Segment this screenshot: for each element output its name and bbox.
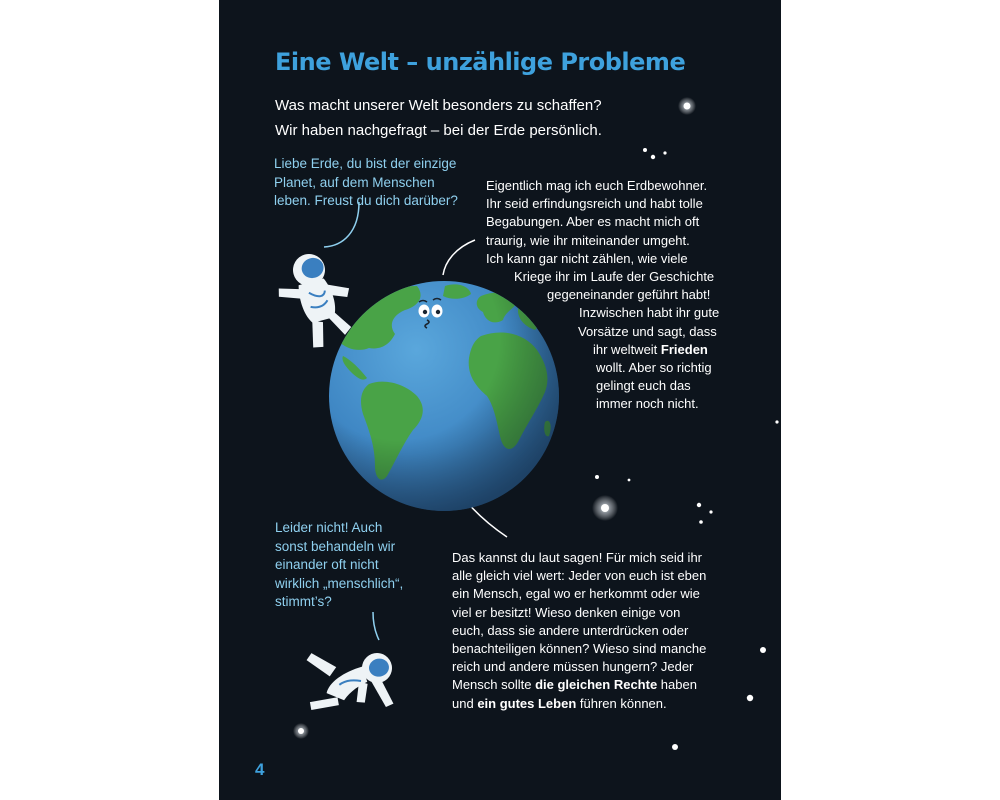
- answer-line: Inzwischen habt ihr gute: [579, 305, 720, 321]
- question-line: wirklich „menschlich“,: [275, 575, 404, 591]
- answer-line: Eigentlich mag ich euch Erdbewohner.: [486, 178, 708, 193]
- answer-line: reich und andere müssen hungern? Jeder: [452, 659, 694, 675]
- answer-line: wollt. Aber so richtig: [596, 360, 712, 376]
- question-line: Leider nicht! Auch: [275, 520, 383, 535]
- answer-line: gegeneinander geführt habt!: [547, 287, 711, 303]
- answer-line: ein Mensch, egal wo er herkommt oder wie: [452, 586, 700, 602]
- answer-line: benachteiligen können? Wieso sind manche: [452, 641, 707, 657]
- answer-line: immer noch nicht.: [596, 396, 699, 412]
- question-line: leben. Freust du dich darüber?: [274, 193, 458, 208]
- question-2: [275, 519, 403, 612]
- emphasis-equal-rights: die gleichen Rechte: [535, 677, 658, 693]
- speech-line: [443, 240, 475, 275]
- answer-line: traurig, wie ihr miteinander umgeht.: [486, 232, 690, 248]
- answer-line: Vorsätze und sagt, dass: [578, 323, 717, 339]
- answer-2: [452, 549, 706, 713]
- question-1: [274, 155, 458, 211]
- page-title: Eine Welt – unzählige Probleme: [275, 48, 686, 76]
- answer-1: [486, 177, 719, 414]
- answer-line: Kriege ihr im Laufe der Geschichte: [514, 269, 715, 285]
- answer-text: ihr weltweit: [593, 341, 661, 357]
- astronaut-icon: [302, 640, 399, 720]
- answer-text: und: [452, 695, 478, 711]
- speech-line: [373, 612, 379, 640]
- answer-line: Ich kann gar nicht zählen, wie viele: [486, 250, 688, 266]
- answer-text: führen können.: [576, 695, 667, 711]
- answer-line: Begabungen. Aber es macht mich oft: [486, 214, 700, 230]
- question-line: stimmt’s?: [275, 594, 332, 609]
- answer-line: [452, 676, 706, 694]
- answer-line: gelingt euch das: [596, 378, 691, 394]
- intro-line: Wir haben nachgefragt – bei der Erde persönlich.: [275, 122, 602, 139]
- emphasis-good-life: ein gutes Leben: [477, 695, 577, 711]
- answer-line: alle gleich viel wert: Jeder von euch ist eben: [452, 568, 707, 584]
- question-line: Planet, auf dem Menschen: [274, 174, 435, 190]
- emphasis-peace: Frieden: [660, 341, 708, 357]
- page-number: 4: [255, 760, 265, 779]
- book-page: [219, 0, 781, 800]
- question-line: Liebe Erde, du bist der einzige: [274, 156, 457, 171]
- intro-line: Was macht unserer Welt besonders zu schaffen?: [275, 97, 602, 114]
- answer-line: euch, dass sie andere unterdrücken oder: [452, 622, 689, 638]
- answer-line: [593, 341, 719, 359]
- question-line: sonst behandeln wir: [275, 538, 396, 554]
- answer-text: Mensch sollte: [452, 677, 536, 693]
- answer-line: viel er besitzt! Wieso denken einige von: [452, 604, 681, 620]
- answer-text: haben: [657, 677, 697, 693]
- answer-line: Das kannst du laut sagen! Für mich seid ihr: [452, 550, 703, 565]
- answer-line: Ihr seid erfindungsreich und habt tolle: [486, 196, 703, 212]
- question-line: einander oft nicht: [275, 557, 379, 572]
- answer-line: [452, 695, 706, 713]
- intro-text: [275, 93, 602, 143]
